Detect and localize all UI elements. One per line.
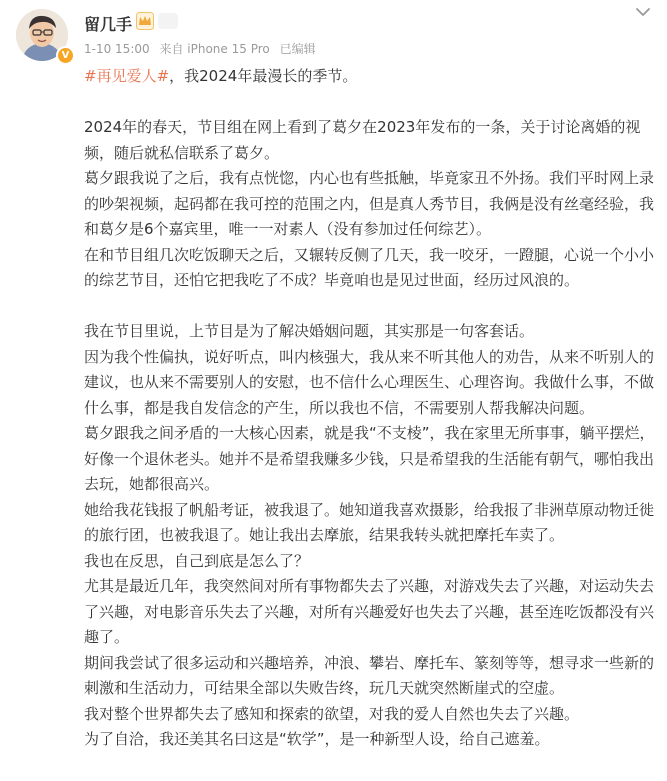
paragraph: 因为我个性偏执，说好听点，叫内核强大，我从来不听其他人的劝告，从来不听别人的建议，也从来不需要别人的安慰，也不信什么心理医生、心理咨询。我做什么事，不做什么事，都是我自发信念的产生，所以我也不信，不需要别人帮我解决问题。: [84, 347, 655, 417]
paragraph: 在和节目组几次吃饭聊天之后，又辗转反侧了几天，我一咬牙，一蹬腿，心说一个小小的综艺节目，还怕它把我吃了不成？毕竟咱也是见过世面，经历过风浪的。: [84, 245, 655, 289]
vip-badge: V: [56, 46, 75, 65]
paragraph: 她给我花钱报了帆船考证，被我退了。她知道我喜欢摄影，给我报了非洲草原动物迁徙的旅行团，也被我退了。她让我出去摩旅，结果我转头就把摩托车卖了。: [84, 500, 655, 544]
paragraph: 期间我尝试了很多运动和兴趣培养，冲浪、攀岩、摩托车、篆刻等等，想寻求一些新的刺激和生活动力，可结果全部以失败告终，玩几天就突然断崖式的空虚。: [84, 653, 655, 697]
chevron-down-icon[interactable]: [633, 2, 653, 22]
paragraph: 为了自洽，我还美其名曰这是“软学”，是一种新型人设，给自己遮羞。: [84, 730, 550, 748]
post-meta: [84, 40, 322, 57]
post-header: [0, 0, 667, 64]
paragraph: 葛夕跟我之间矛盾的一大核心因素，就是我“不支棱”，我在家里无所事事，躺平摆烂，好像一个退休老头。她并不是希望我赚多少钱，只是希望我的生活能有朝气，哪怕我出去玩，她都很高兴。: [84, 424, 655, 493]
hashtag-link[interactable]: #再见爱人#: [84, 67, 170, 85]
first-line-text: ，我2024年最漫长的季节。: [169, 67, 358, 85]
paragraph: 2024年的春天，节目组在网上看到了葛夕在2023年发布的一条，关于讨论离婚的视频，随后就私信联系了葛夕。: [84, 118, 641, 162]
crown-icon[interactable]: [136, 12, 154, 30]
paragraph: 我也在反思，自己到底是怎么了？: [84, 551, 310, 570]
paragraph: 我在节目里说，上节目是为了解决婚姻问题，其实那是一句客套话。: [84, 322, 535, 340]
paragraph: 我对整个世界都失去了感知和探索的欲望，对我的爱人自然也失去了兴趣。: [84, 704, 580, 723]
edited-label[interactable]: 已编辑: [279, 42, 316, 56]
badge-placeholder-icon: [158, 13, 178, 29]
username[interactable]: 留几手: [84, 15, 133, 34]
paragraph: 尤其是最近几年，我突然间对所有事物都失去了兴趣，对游戏失去了兴趣，对运动失去了兴趣，对电影音乐失去了兴趣，对所有兴趣爱好也失去了兴趣，甚至连吃饭都没有兴趣了。: [84, 577, 655, 646]
post-content: [84, 64, 659, 753]
post-first-line: [84, 64, 659, 90]
post-timestamp[interactable]: 1-10 15:00: [84, 42, 150, 56]
post-source: 来自 iPhone 15 Pro: [159, 42, 270, 56]
paragraph: 葛夕跟我说了之后，我有点恍惚，内心也有些抵触，毕竟家丑不外扬。我们平时网上录的吵架视频，起码都在我可控的范围之内，但是真人秀节目，我俩是没有丝毫经验，我和葛夕是6个嘉宾里，唯一一对素人（没有参加过任何综艺）。: [84, 169, 655, 238]
